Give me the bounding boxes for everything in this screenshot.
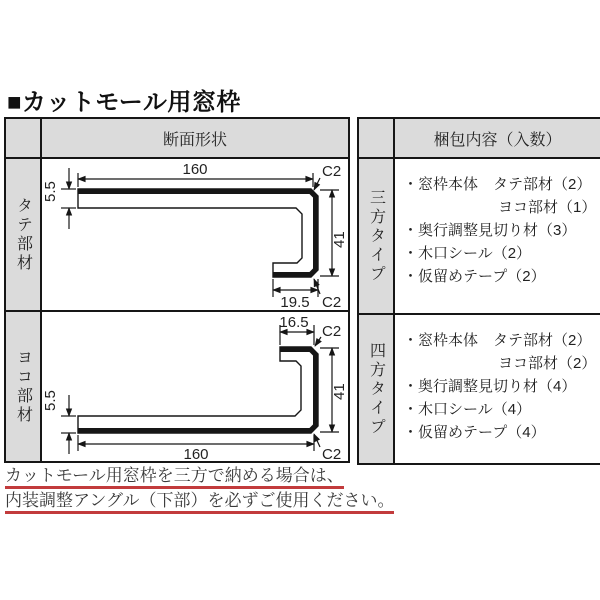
- row-label-shiho-type: 四方タイプ: [359, 315, 395, 463]
- packing-item: ・仮留めテープ（4）: [403, 424, 546, 441]
- row-label-yoko: ヨコ部材: [6, 312, 42, 461]
- packing-list-shiho: [395, 315, 600, 463]
- usage-note: [5, 466, 394, 516]
- yoko-dim-thickness: 5.5: [42, 390, 59, 411]
- yoko-dim-return: 16.5: [279, 314, 309, 331]
- yoko-dim-length: 160: [183, 446, 209, 461]
- packing-item: ・奥行調整見切り材（3）: [403, 222, 577, 239]
- yoko-dim-height: 41: [331, 383, 348, 400]
- yoko-chamfer-bottom-label: C2: [322, 446, 342, 461]
- tate-dim-return: 19.5: [280, 294, 310, 310]
- yoko-cross-section-diagram: [42, 312, 348, 461]
- yoko-chamfer-top-label: C2: [322, 323, 342, 340]
- packing-table: [357, 117, 600, 465]
- tate-chamfer-bottom-label: C2: [322, 294, 342, 310]
- tate-dim-thickness: 5.5: [42, 181, 59, 202]
- yoko-profile-outline: [78, 347, 318, 433]
- packing-corner-cell: [359, 119, 395, 159]
- packing-item: ・窓枠本体 タテ部材（2）: [403, 332, 592, 349]
- yoko-diagram-cell: [42, 312, 348, 461]
- packing-item: ヨコ部材（2）: [498, 355, 597, 372]
- packing-list-sanpo: [395, 159, 600, 315]
- cross-section-corner-cell: [6, 119, 42, 159]
- packing-header: 梱包内容（入数）: [395, 119, 600, 159]
- row-label-sanpo-type: 三方タイプ: [359, 159, 395, 315]
- tate-diagram-cell: [42, 159, 348, 312]
- cross-section-header: 断面形状: [42, 119, 348, 159]
- note-line-1: カットモール用窓枠を三方で納める場合は、: [5, 466, 394, 489]
- page-title: ■カットモール用窓枠: [7, 89, 241, 116]
- tate-cross-section-diagram: [42, 159, 348, 310]
- packing-item: ヨコ部材（1）: [498, 199, 597, 216]
- note-line-2: 内装調整アングル（下部）を必ずご使用ください。: [5, 491, 394, 514]
- packing-item: ・窓枠本体 タテ部材（2）: [403, 176, 592, 193]
- tate-dim-length: 160: [182, 161, 208, 178]
- cross-section-table: [4, 117, 350, 463]
- tate-dim-height: 41: [331, 231, 348, 248]
- tate-profile-outline: [78, 189, 318, 277]
- packing-item: ・木口シール（2）: [403, 245, 532, 262]
- packing-item: ・仮留めテープ（2）: [403, 268, 546, 285]
- row-label-tate: タテ部材: [6, 159, 42, 312]
- packing-item: ・木口シール（4）: [403, 401, 532, 418]
- tate-chamfer-top-label: C2: [322, 163, 342, 180]
- packing-item: ・奥行調整見切り材（4）: [403, 378, 577, 395]
